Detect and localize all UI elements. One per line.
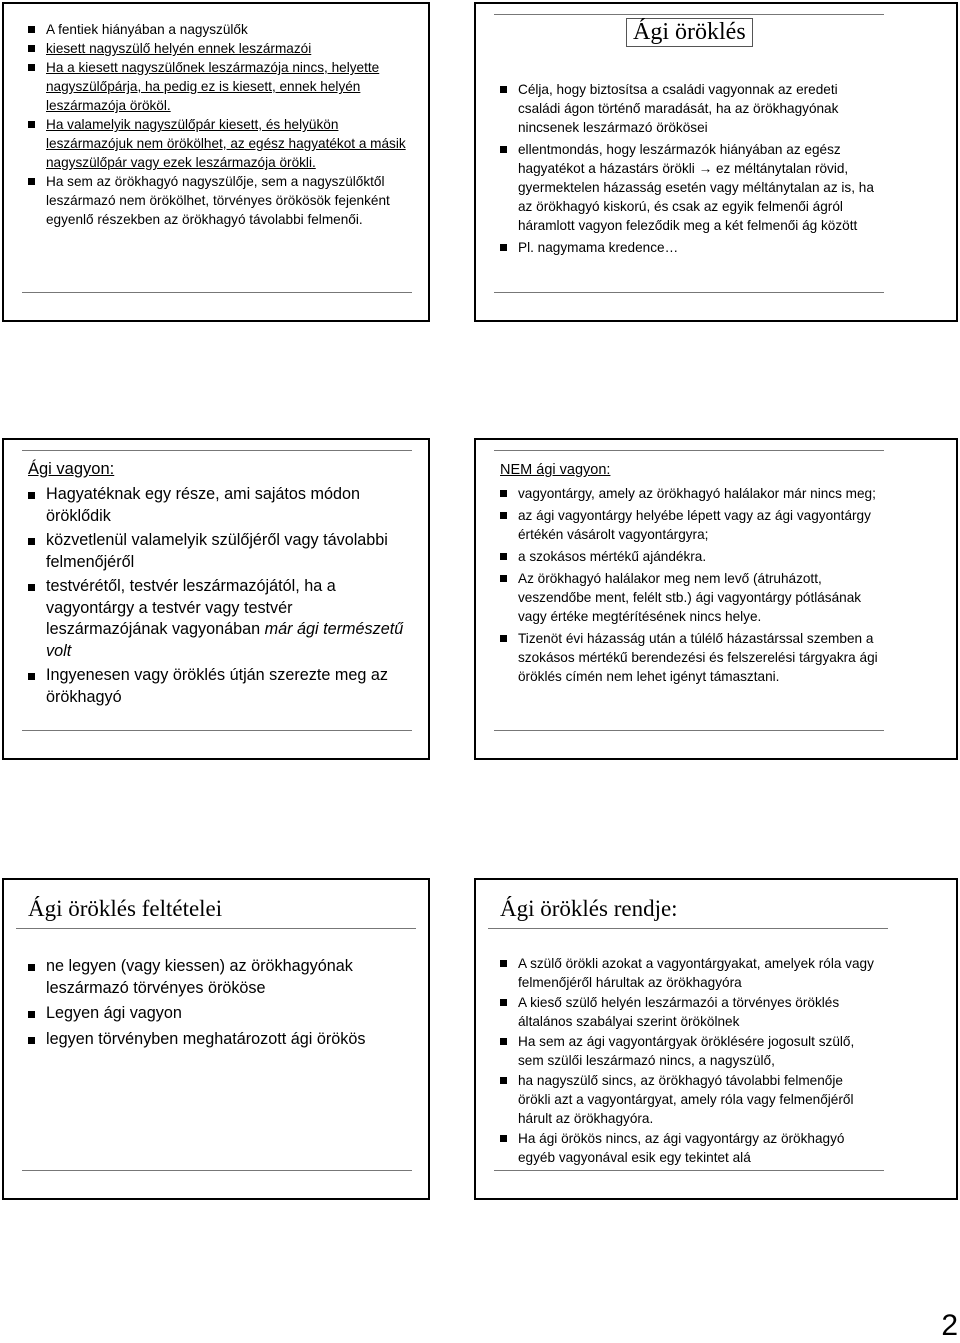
slide-2-title: Ági öröklés bbox=[626, 18, 753, 47]
slide-2-bullet-list bbox=[496, 80, 876, 257]
slide-1-footer-rule bbox=[22, 292, 412, 293]
slide-2 bbox=[474, 2, 958, 322]
slide-4-heading: NEM ági vagyon: bbox=[500, 462, 611, 478]
list-item: legyen törvényben meghatározott ági örökös bbox=[24, 1029, 414, 1051]
list-item: ha nagyszülő sincs, az örökhagyó távolabbi felmenője örökli azt a vagyontárgyat, amely róla vagy felmenőjéről hárult az örökhagyóra. bbox=[496, 1071, 876, 1128]
slide-5-title-rule bbox=[16, 928, 416, 929]
slide-6-bullet-list bbox=[496, 954, 876, 1167]
slide-4-footer-rule bbox=[494, 730, 884, 731]
list-item-italic-text: már ági természetű volt bbox=[46, 620, 404, 660]
list-item: Ingyenesen vagy öröklés útján szerezte meg az örökhagyó bbox=[24, 665, 414, 708]
slide-2-header-rule bbox=[494, 14, 884, 15]
slide-4-header-rule bbox=[494, 450, 884, 451]
slide-3-header-rule bbox=[22, 450, 412, 451]
slide-4-bullet-list bbox=[496, 484, 886, 686]
list-item: kiesett nagyszülő helyén ennek leszármazói bbox=[24, 39, 419, 58]
list-item: Ha ági örökös nincs, az ági vagyontárgy az örökhagyó egyéb vagyonával esik egy tekintet alá bbox=[496, 1129, 876, 1167]
list-item: ellentmondás, hogy leszármazók hiányában az egész hagyatékot a házastárs örökli → ez méltánytalan rövid, gyermektelen házasság esetén vagy méltánytalan az is, ha az örökhagyó kiskorú, és csak az egyik felmenői ágról háramlott vagyon feleződik meg a két felmenői ág között bbox=[496, 140, 876, 235]
list-item: vagyontárgy, amely az örökhagyó halálakor már nincs meg; bbox=[496, 484, 886, 503]
list-item-text: testvérétől, testvér leszármazójától, ha a vagyontárgy a testvér vagy testvér leszármazójának vagyonában bbox=[46, 577, 336, 638]
list-item: Hagyatéknak egy része, ami sajátos módon öröklődik bbox=[24, 484, 414, 527]
slide-5-bullet-list bbox=[24, 956, 414, 1050]
slide-6-title: Ági öröklés rendje: bbox=[500, 896, 678, 921]
list-item: Ha valamelyik nagyszülőpár kiesett, és helyükön leszármazójuk nem örökölhet, az egész hagyatékot a másik nagyszülőpár vagy ezek leszármazója örökli. bbox=[24, 115, 419, 172]
slide-2-footer-rule bbox=[494, 292, 884, 293]
list-item: Legyen ági vagyon bbox=[24, 1003, 414, 1025]
list-item: Célja, hogy biztosítsa a családi vagyonnak az eredeti családi ágon történő maradását, ha az örökhagyónak nincsenek leszármazó örökösei bbox=[496, 80, 876, 137]
slide-1-bullet-list bbox=[24, 20, 419, 229]
list-item: A szülő örökli azokat a vagyontárgyakat, amelyek róla vagy felmenőjéről hárultak az örökhagyóra bbox=[496, 954, 876, 992]
list-item: Tizenöt évi házasság után a túlélő házastárssal szemben a szokásos mértékű berendezési és felszerelési tárgyakra ági öröklés címén nem lehet igényt támasztani. bbox=[496, 629, 886, 686]
slide-5 bbox=[2, 878, 430, 1200]
slide-6 bbox=[474, 878, 958, 1200]
slide-1 bbox=[2, 2, 430, 322]
slide-3-footer-rule bbox=[22, 730, 412, 731]
list-item: Ha a kiesett nagyszülőnek leszármazója nincs, helyette nagyszülőpárja, ha pedig ez is kiesett, ennek helyén leszármazója örököl. bbox=[24, 58, 419, 115]
list-item: A fentiek hiányában a nagyszülők bbox=[24, 20, 419, 39]
list-item: Pl. nagymama kredence… bbox=[496, 238, 876, 257]
list-item: közvetlenül valamelyik szülőjéről vagy távolabbi felmenőjéről bbox=[24, 530, 414, 573]
slide-3 bbox=[2, 438, 430, 760]
list-item: Az örökhagyó halálakor meg nem levő (átruházott, veszendőbe ment, felélt stb.) ági vagyontárgy pótlásának vagy értéke megtérítésének nincs helye. bbox=[496, 569, 886, 626]
slide-6-title-rule bbox=[488, 928, 888, 929]
list-item: Ha sem az örökhagyó nagyszülője, sem a nagyszülőktől leszármazó nem örökölhet, törvényes örökösök fejenként egyenlő részekben az örökhagyó távolabbi felmenői. bbox=[24, 172, 419, 229]
list-item: az ági vagyontárgy helyébe lépett vagy az ági vagyontárgy értékén vásárolt vagyontárgyra; bbox=[496, 506, 886, 544]
list-item: A kieső szülő helyén leszármazói a törvényes öröklés általános szabályai szerint örökölnek bbox=[496, 993, 876, 1031]
slide-3-bullet-list bbox=[24, 484, 414, 708]
page-number: 2 bbox=[941, 1309, 958, 1342]
slide-4 bbox=[474, 438, 958, 760]
list-item: Ha sem az ági vagyontárgyak öröklésére jogosult szülő, sem szülői leszármazó nincs, a nagyszülő, bbox=[496, 1032, 876, 1070]
list-item bbox=[24, 576, 414, 662]
slide-6-footer-rule bbox=[494, 1170, 884, 1171]
list-item: ne legyen (vagy kiessen) az örökhagyónak leszármazó törvényes örököse bbox=[24, 956, 414, 999]
list-item: a szokásos mértékű ajándékra. bbox=[496, 547, 886, 566]
slide-5-footer-rule bbox=[22, 1170, 412, 1171]
slide-5-title: Ági öröklés feltételei bbox=[28, 896, 223, 921]
slide-3-heading: Ági vagyon: bbox=[28, 460, 115, 478]
